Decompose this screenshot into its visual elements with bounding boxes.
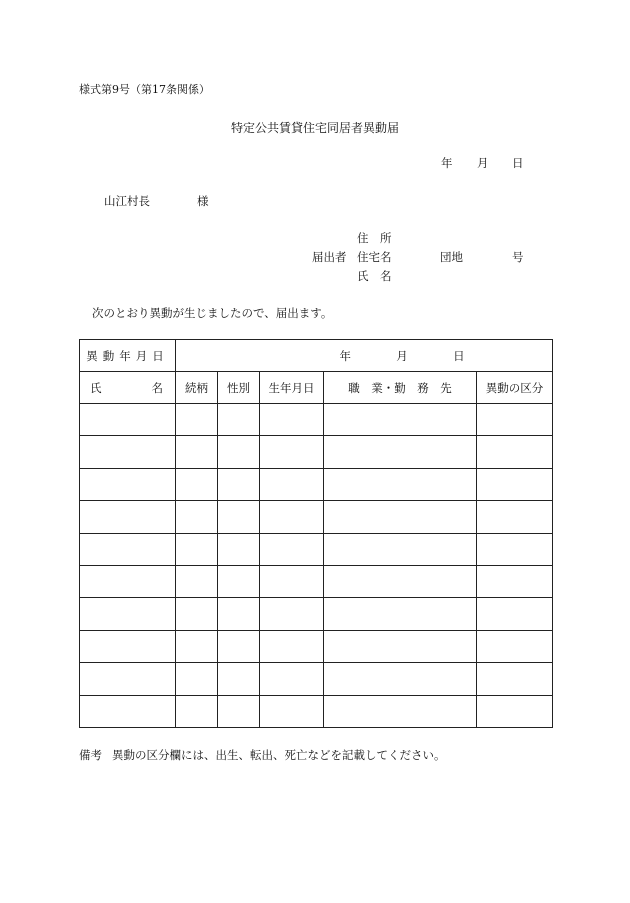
- cell-occupation[interactable]: [324, 436, 477, 468]
- cell-occupation[interactable]: [324, 630, 477, 662]
- cell-occupation[interactable]: [324, 501, 477, 533]
- cell-occupation[interactable]: [324, 695, 477, 727]
- cell-name[interactable]: [80, 468, 176, 500]
- cell-change-type[interactable]: [477, 663, 553, 695]
- cell-name[interactable]: [80, 598, 176, 630]
- cell-birthdate[interactable]: [260, 468, 324, 500]
- cell-name[interactable]: [80, 404, 176, 436]
- cell-birthdate[interactable]: [260, 533, 324, 565]
- date-month-label: 月: [477, 156, 489, 170]
- addressee-honorific: 様: [197, 194, 209, 208]
- header-gender: 性別: [218, 372, 260, 404]
- table-row: [80, 404, 553, 436]
- housing-block-label: 団地: [440, 250, 463, 264]
- date-day-label: 日: [512, 156, 524, 170]
- change-date-row: [80, 340, 553, 372]
- cell-change-type[interactable]: [477, 695, 553, 727]
- cell-change-type[interactable]: [477, 501, 553, 533]
- table-row: [80, 598, 553, 630]
- cell-change-type[interactable]: [477, 598, 553, 630]
- cell-relation[interactable]: [176, 404, 218, 436]
- cell-birthdate[interactable]: [260, 695, 324, 727]
- cell-gender[interactable]: [218, 404, 260, 436]
- statement-text: 次のとおり異動が生じましたので、届出ます。: [92, 306, 333, 320]
- cell-occupation[interactable]: [324, 404, 477, 436]
- document-title: 特定公共賃貸住宅同居者異動届: [230, 121, 399, 135]
- cell-birthdate[interactable]: [260, 565, 324, 597]
- cell-relation[interactable]: [176, 533, 218, 565]
- cell-relation[interactable]: [176, 695, 218, 727]
- form-number: 様式第9号（第17条関係）: [79, 83, 210, 96]
- cell-relation[interactable]: [176, 468, 218, 500]
- cell-birthdate[interactable]: [260, 598, 324, 630]
- change-date-day: 日: [453, 348, 465, 363]
- header-change-type: 異動の区分: [477, 372, 553, 404]
- cell-gender[interactable]: [218, 695, 260, 727]
- table-row: [80, 565, 553, 597]
- change-date-month: 月: [396, 348, 408, 363]
- cell-relation[interactable]: [176, 436, 218, 468]
- header-name-surname: 氏: [90, 380, 102, 395]
- header-birthdate: 生年月日: [260, 372, 324, 404]
- table-row: [80, 630, 553, 662]
- header-relation: 続柄: [176, 372, 218, 404]
- cell-occupation[interactable]: [324, 533, 477, 565]
- cell-change-type[interactable]: [477, 436, 553, 468]
- date-year-label: 年: [441, 156, 453, 170]
- cell-birthdate[interactable]: [260, 663, 324, 695]
- table-header-row: [80, 372, 553, 404]
- table-row: [80, 533, 553, 565]
- applicant-label: 届出者: [312, 250, 347, 264]
- header-occupation: 職 業・勤 務 先: [324, 372, 477, 404]
- cell-name[interactable]: [80, 436, 176, 468]
- change-date-label: 異動年月日: [80, 340, 176, 372]
- cell-occupation[interactable]: [324, 598, 477, 630]
- remarks: [79, 747, 446, 763]
- header-name-given: 名: [151, 380, 163, 395]
- cell-gender[interactable]: [218, 663, 260, 695]
- cell-name[interactable]: [80, 565, 176, 597]
- cell-relation[interactable]: [176, 501, 218, 533]
- cell-birthdate[interactable]: [260, 404, 324, 436]
- housing-name-label: 住宅名: [357, 250, 392, 264]
- cell-change-type[interactable]: [477, 468, 553, 500]
- cell-occupation[interactable]: [324, 565, 477, 597]
- cell-change-type[interactable]: [477, 404, 553, 436]
- cell-occupation[interactable]: [324, 663, 477, 695]
- applicant-name-label: 氏 名: [357, 269, 392, 283]
- header-name: [80, 372, 176, 404]
- cell-gender[interactable]: [218, 598, 260, 630]
- table-row: [80, 436, 553, 468]
- member-change-table: [79, 339, 553, 728]
- change-date-year: 年: [339, 348, 351, 363]
- cell-name[interactable]: [80, 533, 176, 565]
- housing-number-label: 号: [512, 250, 524, 264]
- cell-birthdate[interactable]: [260, 630, 324, 662]
- cell-change-type[interactable]: [477, 565, 553, 597]
- cell-relation[interactable]: [176, 630, 218, 662]
- table-row: [80, 501, 553, 533]
- cell-name[interactable]: [80, 630, 176, 662]
- cell-occupation[interactable]: [324, 468, 477, 500]
- cell-relation[interactable]: [176, 663, 218, 695]
- cell-gender[interactable]: [218, 436, 260, 468]
- table-row: [80, 468, 553, 500]
- cell-birthdate[interactable]: [260, 436, 324, 468]
- cell-birthdate[interactable]: [260, 501, 324, 533]
- cell-gender[interactable]: [218, 565, 260, 597]
- remarks-label: 備考: [79, 748, 102, 762]
- applicant-address-label: 住 所: [357, 231, 392, 245]
- cell-relation[interactable]: [176, 565, 218, 597]
- cell-name[interactable]: [80, 695, 176, 727]
- addressee-name: 山江村長: [104, 194, 150, 208]
- cell-gender[interactable]: [218, 630, 260, 662]
- cell-gender[interactable]: [218, 468, 260, 500]
- change-date-value[interactable]: [176, 340, 553, 372]
- cell-gender[interactable]: [218, 533, 260, 565]
- cell-gender[interactable]: [218, 501, 260, 533]
- table-row: [80, 663, 553, 695]
- cell-relation[interactable]: [176, 598, 218, 630]
- table-row: [80, 695, 553, 727]
- remarks-text: 異動の区分欄には、出生、転出、死亡などを記載してください。: [112, 748, 446, 762]
- cell-name[interactable]: [80, 663, 176, 695]
- cell-change-type[interactable]: [477, 630, 553, 662]
- cell-name[interactable]: [80, 501, 176, 533]
- cell-change-type[interactable]: [477, 533, 553, 565]
